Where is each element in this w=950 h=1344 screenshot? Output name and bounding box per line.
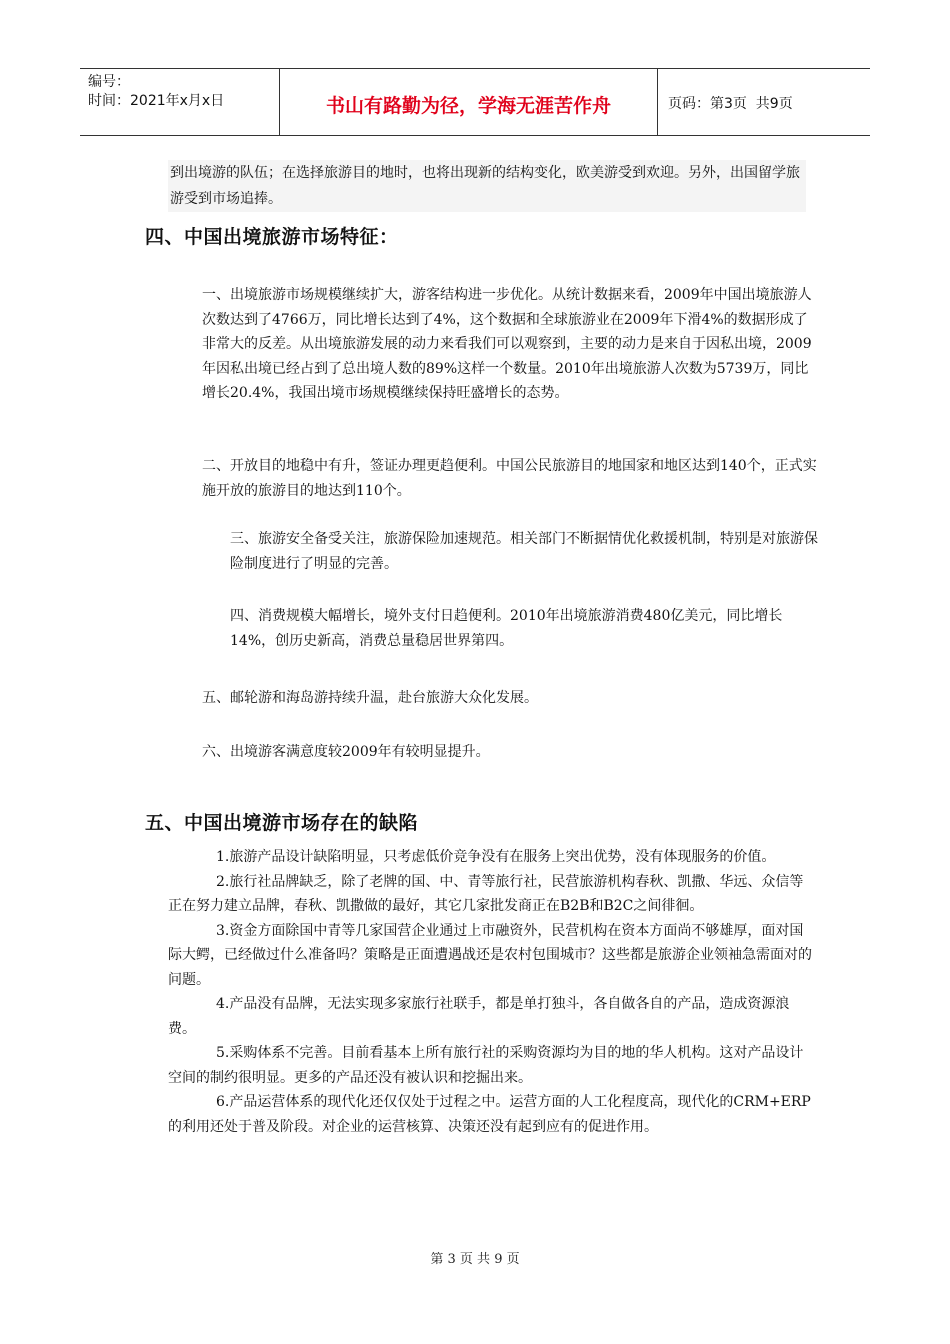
- page-header: [80, 68, 870, 136]
- header-meta: [80, 69, 280, 135]
- section-4-item-4: [168, 604, 818, 653]
- section-4-item-1: [168, 283, 818, 406]
- header-id-label: 编号：: [88, 74, 130, 90]
- section-4-item-5: [168, 686, 818, 711]
- header-date-label: 时间：2021年x月x日: [88, 93, 225, 109]
- section-4-item-text: 二、开放目的地稳中有升，签证办理更趋便利。中国公民旅游目的地国家和地区达到140个，正式实施开放的旅游目的地达到110个。: [202, 458, 817, 499]
- section-4-item-text: 四、消费规模大幅增长，境外支付日趋便利。2010年出境旅游消费480亿美元，同比增长14%，创历史新高，消费总量稳居世界第四。: [230, 608, 783, 649]
- header-page-info-text: 页码：第3页 共9页: [668, 96, 793, 112]
- list-item: 5.采购体系不完善。目前看基本上所有旅行社的采购资源均为目的地的华人机构。这对产品设计空间的制约很明显。更多的产品还没有被认识和挖掘出来。: [168, 1045, 804, 1086]
- list-item: 2.旅行社品牌缺乏，除了老牌的国、中、青等旅行社，民营旅游机构春秋、凯撒、华远、众信等正在努力建立品牌，春秋、凯撒做的最好，其它几家批发商正在B2B和B2C之间徘徊。: [168, 873, 804, 914]
- section-4-item-text: 五、邮轮游和海岛游持续升温，赴台旅游大众化发展。: [202, 690, 538, 706]
- section-4-item-2: [168, 454, 818, 503]
- section-4-item-3: [168, 527, 818, 576]
- section-4-item-text: 三、旅游安全备受关注，旅游保险加速规范。相关部门不断据情优化救援机制，特别是对旅游保险制度进行了明显的完善。: [230, 531, 818, 572]
- list-item: 3.资金方面除国中青等几家国营企业通过上市融资外，民营机构在资本方面尚不够雄厚，面对国际大鳄，已经做过什么准备吗？策略是正面遭遇战还是农村包围城市？这些都是旅游企业领袖急需面对的问题。: [168, 922, 812, 988]
- section-5-title: 五、中国出境游市场存在的缺陷: [145, 812, 419, 834]
- section-4-item-6: [168, 740, 818, 765]
- section-5-list: [168, 845, 813, 1139]
- section-4-item-text: 一、出境旅游市场规模继续扩大，游客结构进一步优化。从统计数据来看，2009年中国出境旅游人次数达到了4766万，同比增长达到了4%，这个数据和全球旅游业在2009年下滑4%的数据形成了非常大的反差。从出境旅游发展的动力来看我们可以观察到，主要的动力是来自于因私出境，2009年因私出境已经占到了总出境人数的89%这样一个数量。2010年出境旅游人次数为5739万，同比增长20.4%，我国出境市场规模继续保持旺盛增长的态势。: [202, 287, 812, 401]
- list-item: 4.产品没有品牌，无法实现多家旅行社联手，都是单打独斗，各自做各自的产品，造成资源浪费。: [168, 996, 790, 1037]
- section-4-title: 四、中国出境旅游市场特征：: [145, 226, 399, 248]
- page-footer: 第 3 页 共 9 页: [430, 1252, 520, 1267]
- list-item: 1.旅游产品设计缺陷明显，只考虑低价竞争没有在服务上突出优势，没有体现服务的价值。: [216, 849, 776, 865]
- list-item: 6.产品运营体系的现代化还仅仅处于过程之中。运营方面的人工化程度高，现代化的CRM+ERP的利用还处于普及阶段。对企业的运营核算、决策还没有起到应有的促进作用。: [168, 1094, 811, 1135]
- header-page-info: [658, 69, 870, 135]
- section-4-item-text: 六、出境游客满意度较2009年有较明显提升。: [202, 744, 490, 760]
- header-motto: 书山有路勤为径，学海无涯苦作舟: [280, 69, 658, 135]
- intro-paragraph: 到出境游的队伍；在选择旅游目的地时，也将出现新的结构变化，欧美游受到欢迎。另外，出国留学旅游受到市场追捧。: [168, 160, 806, 212]
